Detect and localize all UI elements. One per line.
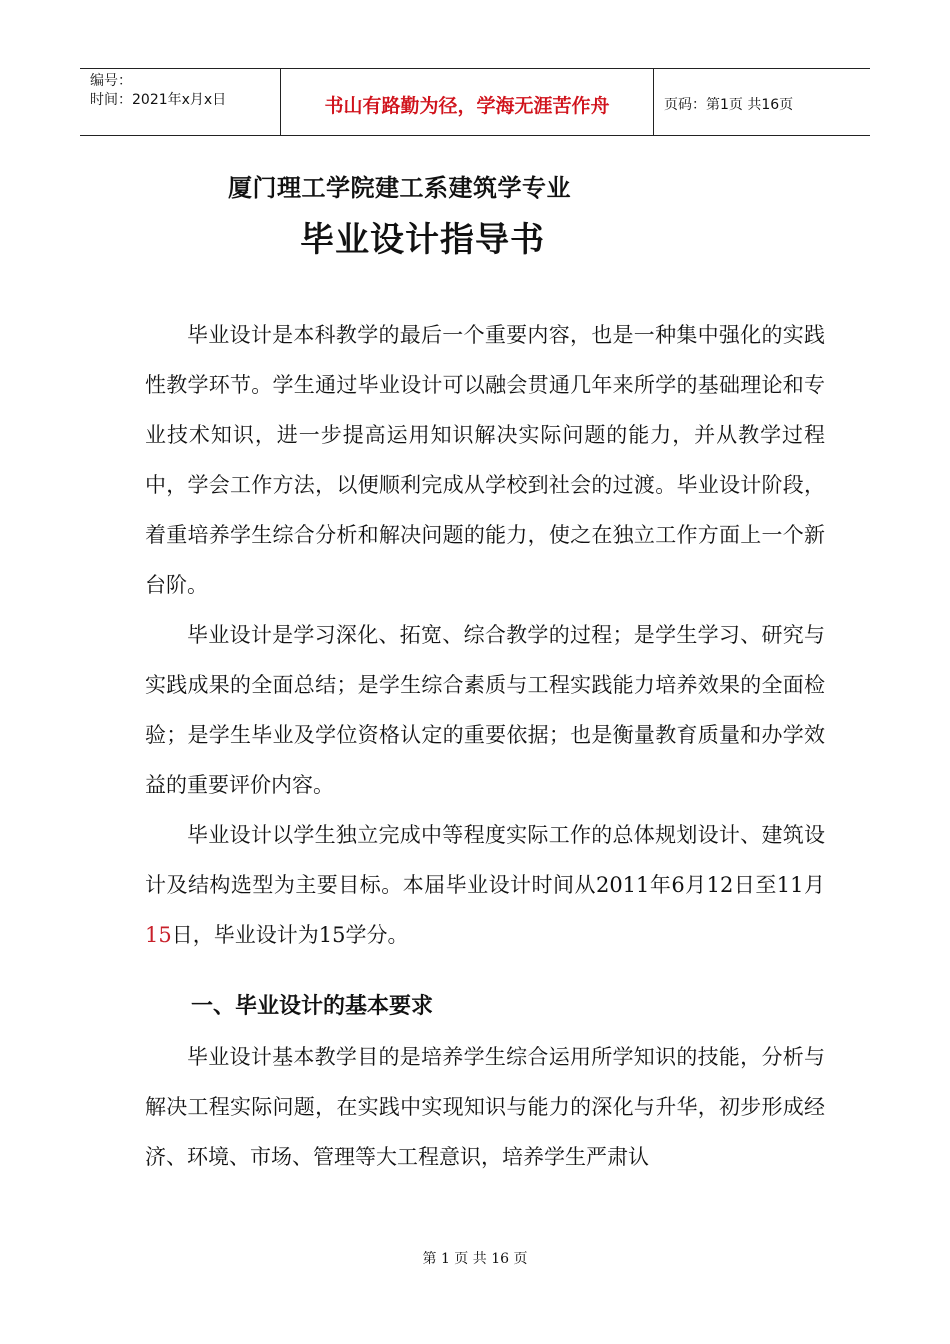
document-number-label: 编号： (90, 73, 132, 89)
header-page-info: 页码：第1页 共16页 (664, 97, 794, 113)
document-time-label: 时间：2021年x月x日 (90, 92, 227, 108)
page-footer: 第 1 页 共 16 页 (422, 1251, 528, 1267)
paragraph-2: 毕业设计是学习深化、拓宽、综合教学的过程；是学生学习、研究与实践成果的全面总结；是学生综合素质与工程实践能力培养效果的全面检验；是学生毕业及学位资格认定的重要依据；也是衡量教育质量和办学效益的重要评价内容。 (145, 623, 825, 797)
document-title-line2: 毕业设计指导书 (300, 220, 545, 260)
paragraph-3 (145, 810, 825, 960)
document-title-line1: 厦门理工学院建工系建筑学专业 (228, 174, 571, 202)
section-1-heading: 一、毕业设计的基本要求 (191, 994, 434, 1019)
highlighted-date: 15 (145, 923, 172, 947)
header-motto: 书山有路勤为径，学海无涯苦作舟 (281, 69, 654, 135)
paragraph-3-part-a: 毕业设计以学生独立完成中等程度实际工作的总体规划设计、建筑设计及结构选型为主要目标。本届毕业设计时间从2011年6月12日至11月 (145, 823, 825, 897)
paragraph-1: 毕业设计是本科教学的最后一个重要内容，也是一种集中强化的实践性教学环节。学生通过毕业设计可以融会贯通几年来所学的基础理论和专业技术知识，进一步提高运用知识解决实际问题的能力，并从教学过程中，学会工作方法，以便顺利完成从学校到社会的过渡。毕业设计阶段，着重培养学生综合分析和解决问题的能力，使之在独立工作方面上一个新台阶。 (145, 323, 825, 597)
header-meta (80, 69, 281, 135)
document-body (145, 310, 825, 1182)
paragraph-4: 毕业设计基本教学目的是培养学生综合运用所学知识的技能，分析与解决工程实际问题，在实践中实现知识与能力的深化与升华，初步形成经济、环境、市场、管理等大工程意识，培养学生严肃认 (145, 1045, 825, 1169)
paragraph-3-part-b: 日，毕业设计为15学分。 (171, 923, 409, 947)
page-header (80, 68, 870, 136)
